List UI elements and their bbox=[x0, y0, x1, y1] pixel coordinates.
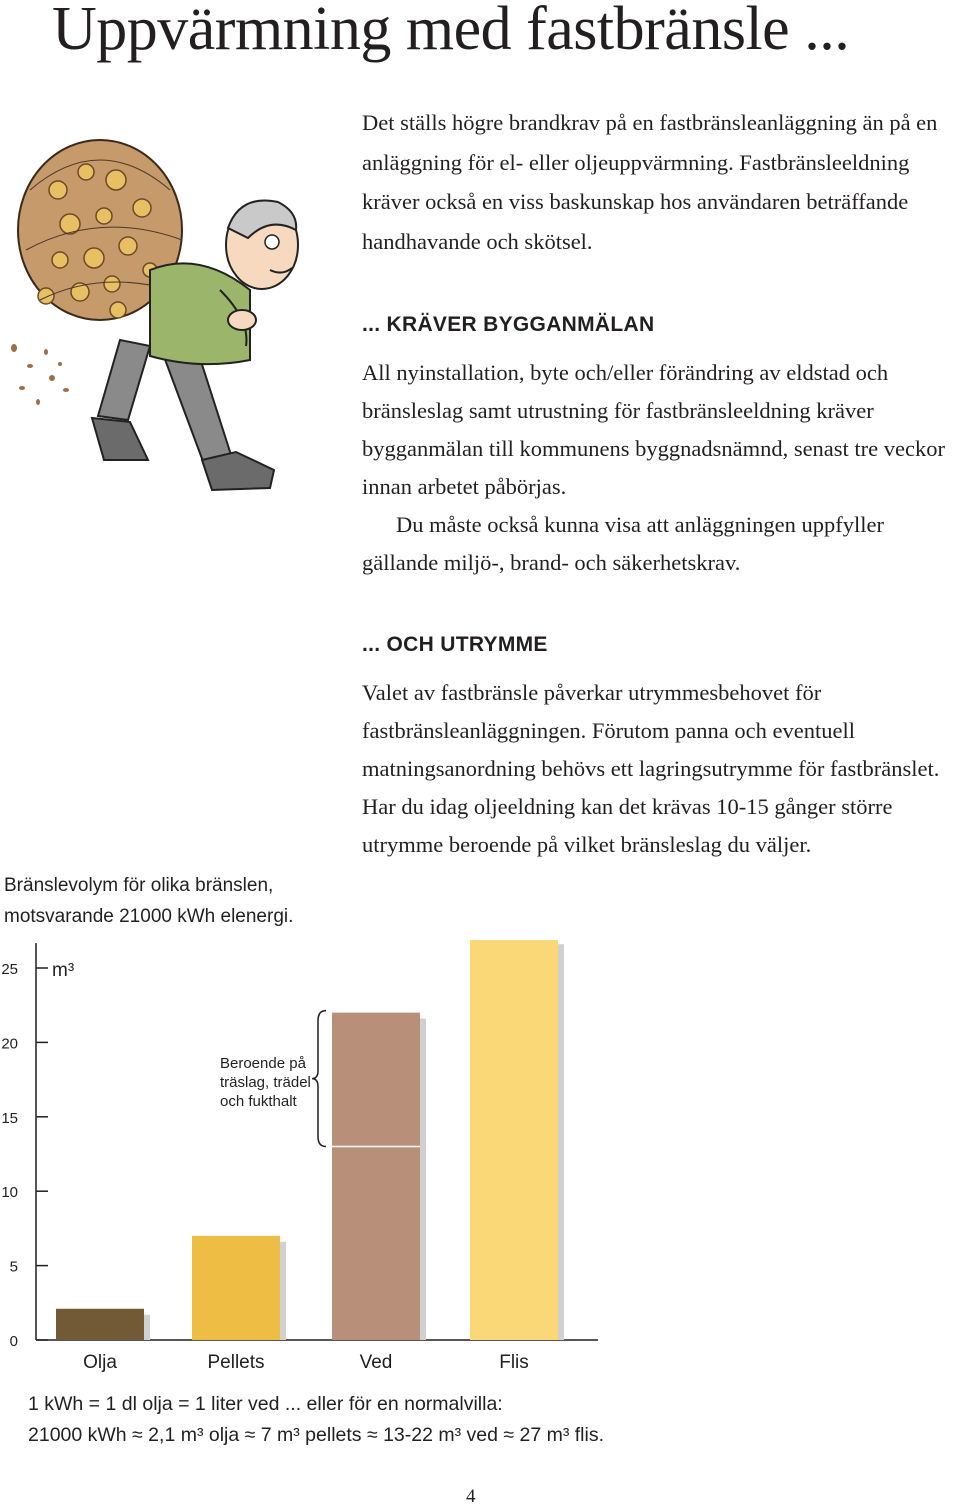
x-category-label: Flis bbox=[499, 1352, 529, 1373]
y-tick-label: 25 bbox=[1, 961, 18, 978]
bygganmalan-text-2: Du måste också kunna visa att anläggningen uppfyller gällande miljö-, brand- och säkerhetskrav. bbox=[362, 512, 884, 575]
y-tick-label: 15 bbox=[1, 1109, 18, 1127]
y-tick-label: 0 bbox=[9, 1333, 18, 1350]
page-title: Uppvärmning med fastbränsle ... bbox=[52, 0, 850, 63]
bars bbox=[56, 940, 564, 1340]
x-category-label: Olja bbox=[83, 1352, 117, 1373]
annotation-text-line: träslag, trädel bbox=[220, 1074, 311, 1091]
bar-olja bbox=[56, 1309, 144, 1340]
bar-flis bbox=[470, 940, 558, 1340]
annotation bbox=[220, 1011, 326, 1147]
y-tick-label: 20 bbox=[1, 1035, 18, 1053]
utrymme-paragraph: Valet av fastbränsle påverkar utrymmesbehovet för fastbränsleanläggningen. Förutom panna och eventuell matningsanordning behövs ett lagringsutrymme för fastbränslet. Har du idag oljeeldning kan det krävas 10-15 gånger större utrymme beroende på vilket bränsleslag du väljer. bbox=[362, 680, 940, 857]
intro-paragraph: Det ställs högre brandkrav på en fastbränsleanläggning än på en anläggning för el- eller oljeuppvärmning. Fastbränsleeldning kräver också en viss baskunskap hos användaren beträffande handhavande och skötsel. bbox=[362, 110, 938, 254]
heading-kraver-bygganmalan: ... KRÄVER BYGGANMÄLAN bbox=[362, 313, 655, 336]
fuel-volume-chart bbox=[0, 940, 620, 1385]
chart-caption: Bränslevolym för olika bränslen, motsvarande 21000 kWh elenergi. bbox=[4, 875, 294, 927]
heading-och-utrymme: ... OCH UTRYMME bbox=[362, 633, 548, 656]
y-tick-label: 5 bbox=[9, 1258, 18, 1276]
conversion-note-2: 21000 kWh ≈ 2,1 m³ olja ≈ 7 m³ pellets ≈ 13-22 m³ ved ≈ 27 m³ flis. bbox=[28, 1424, 605, 1446]
y-unit-label: m³ bbox=[52, 960, 75, 981]
x-category-label: Pellets bbox=[207, 1352, 265, 1373]
bygganmalan-paragraph bbox=[362, 354, 958, 582]
bygganmalan-text: All nyinstallation, byte och/eller förändring av eldstad och bränsleslag samt utrustning för fastbränsleeldning kräver bygganmälan till kommunens byggnadsnämnd, senast tre veckor innan arbetet påbörjas. bbox=[362, 360, 946, 499]
annotation-text-line: Beroende på bbox=[220, 1055, 306, 1072]
y-tick-label: 10 bbox=[1, 1184, 18, 1202]
x-axis-labels bbox=[83, 1352, 529, 1373]
annotation-text-line: och fukthalt bbox=[220, 1093, 297, 1110]
illustration-man-carrying-firewood bbox=[0, 120, 310, 500]
x-category-label: Ved bbox=[359, 1352, 393, 1373]
bar-ved bbox=[332, 1013, 420, 1340]
range-brace bbox=[312, 1011, 326, 1147]
page-number: 4 bbox=[466, 1486, 476, 1507]
bar-pellets bbox=[192, 1236, 280, 1340]
conversion-note-1: 1 kWh = 1 dl olja = 1 liter ved ... eller för en normalvilla: bbox=[28, 1393, 503, 1415]
